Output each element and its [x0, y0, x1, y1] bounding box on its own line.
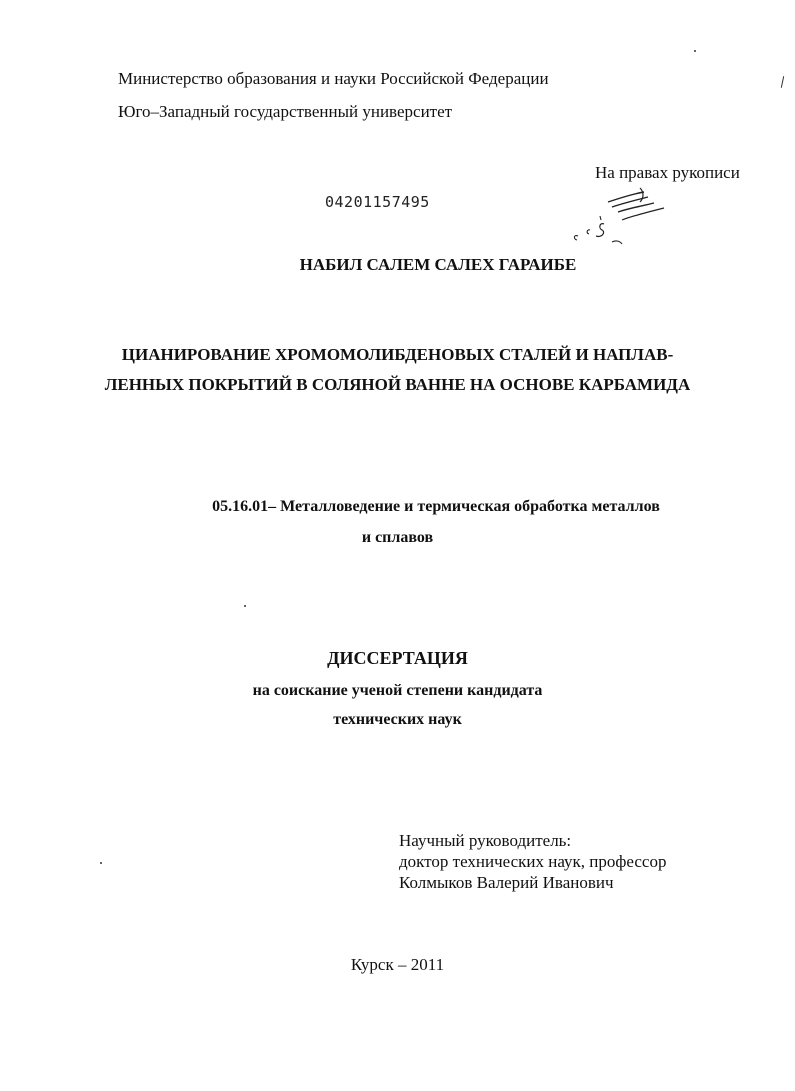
scan-speck: [244, 605, 246, 607]
city-year: Курск – 2011: [350, 955, 445, 974]
inventory-number: 04201157495: [325, 193, 430, 211]
university-name: Юго–Западный государственный университет: [118, 102, 453, 121]
supervisor-name: Колмыков Валерий Иванович: [399, 873, 614, 892]
specialty-line-1: 05.16.01– Металловедение и термическая обработка металлов: [212, 498, 660, 515]
dissertation-title-line-2: ЛЕННЫХ ПОКРЫТИЙ В СОЛЯНОЙ ВАННЕ НА ОСНОВЕ КАРБАМИДА: [104, 375, 691, 394]
supervisor-label: Научный руководитель:: [399, 831, 572, 850]
degree-line-2: технических наук: [333, 711, 462, 728]
scan-speck: [694, 50, 696, 52]
document-type: ДИССЕРТАЦИЯ: [327, 648, 468, 668]
scan-speck: [100, 862, 102, 864]
degree-line-1: на соискание ученой степени кандидата: [252, 682, 543, 699]
scan-speck: [781, 76, 784, 88]
author-name: НАБИЛ САЛЕМ САЛЕХ ГАРАИБЕ: [299, 255, 577, 274]
specialty-line-2: и сплавов: [361, 529, 434, 546]
handwritten-signature-icon: [560, 182, 670, 252]
ministry-name: Министерство образования и науки Российской Федерации: [118, 69, 549, 88]
manuscript-rights-label: На правах рукописи: [595, 163, 740, 182]
supervisor-title: доктор технических наук, профессор: [399, 852, 667, 871]
dissertation-title-line-1: ЦИАНИРОВАНИЕ ХРОМОМОЛИБДЕНОВЫХ СТАЛЕЙ И НАПЛАВ-: [121, 345, 674, 364]
